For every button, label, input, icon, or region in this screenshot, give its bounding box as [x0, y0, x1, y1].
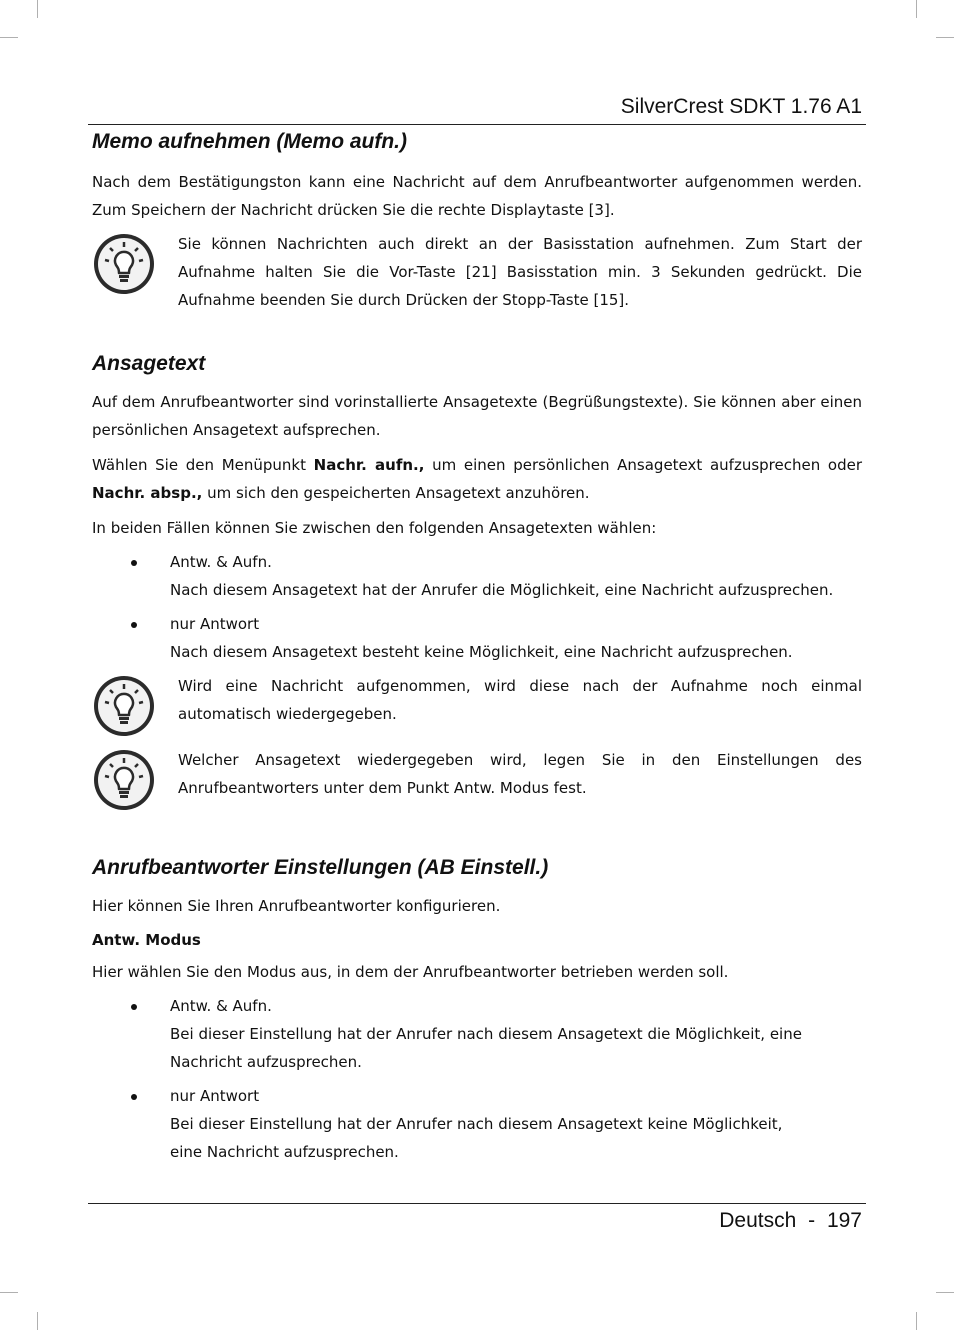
- subheading-antw-modus: Antw. Modus: [92, 931, 201, 949]
- page-number: 197: [826, 1209, 862, 1232]
- page-footer: [719, 1209, 862, 1233]
- tip-note-text: Wird eine Nachricht aufgenommen, wird diese nach der Aufnahme noch einmal automatisch wiedergegeben.: [178, 677, 862, 723]
- crop-mark: [37, 1312, 38, 1330]
- ab-einstellungen-paragraph: Hier können Sie Ihren Anrufbeantworter konfigurieren.: [92, 897, 501, 915]
- header-divider: [88, 124, 866, 125]
- bullet-dot: [131, 622, 137, 628]
- tip-note: [92, 230, 862, 314]
- crop-mark: [916, 0, 917, 18]
- bullet-dot: [131, 1094, 137, 1100]
- footer-separator: -: [808, 1209, 816, 1232]
- list-item-title: nur Antwort: [170, 1087, 260, 1105]
- tip-note-text: Welcher Ansagetext wiedergegeben wird, legen Sie in den Einstellungen des Anrufbeantworters unter dem Punkt Antw. Modus fest.: [178, 751, 862, 797]
- section-heading-memo: Memo aufnehmen (Memo aufn.): [92, 130, 408, 153]
- section-heading-ansagetext: Ansagetext: [92, 352, 206, 375]
- crop-mark: [936, 37, 954, 38]
- list-item: [92, 1082, 862, 1166]
- ansagetext-list: [92, 548, 862, 666]
- menu-term: Nachr. aufn.,: [313, 456, 425, 474]
- tip-note: [92, 672, 862, 738]
- crop-mark: [37, 0, 38, 18]
- text-fragment: um sich den gespeicherten Ansagetext anzuhören.: [202, 484, 590, 502]
- tip-note-text: Sie können Nachrichten auch direkt an der Basisstation aufnehmen. Zum Start der Aufnahme halten Sie die Vor-Taste [21] Basisstation min. 3 Sekunden gedrückt. Die Aufnahme beenden Sie durch Drücken der Stopp-Taste [15].: [178, 235, 862, 309]
- bullet-dot: [131, 1004, 137, 1010]
- memo-paragraph: Nach dem Bestätigungston kann eine Nachricht auf dem Anrufbeantworter aufgenommen werden. Zum Speichern der Nachricht drücken Sie die rechte Displaytaste [3].: [92, 173, 862, 219]
- lightbulb-icon: [92, 232, 156, 296]
- text-fragment: Wählen Sie den Menüpunkt: [92, 456, 314, 474]
- list-item-title: nur Antwort: [170, 615, 260, 633]
- lightbulb-icon: [92, 674, 156, 738]
- page-header-title: SilverCrest SDKT 1.76 A1: [620, 95, 862, 118]
- footer-language: Deutsch: [719, 1209, 797, 1232]
- crop-mark: [936, 1292, 954, 1293]
- list-item-text: Nach diesem Ansagetext besteht keine Möglichkeit, eine Nachricht aufzusprechen.: [170, 643, 793, 661]
- crop-mark: [0, 1292, 18, 1293]
- antw-modus-paragraph: Hier wählen Sie den Modus aus, in dem der Anrufbeantworter betrieben werden soll.: [92, 963, 729, 981]
- ansagetext-paragraph-3: In beiden Fällen können Sie zwischen den folgenden Ansagetexten wählen:: [92, 519, 657, 537]
- section-heading-ab-einstellungen: Anrufbeantworter Einstellungen (AB Einstell.): [92, 856, 549, 879]
- ansagetext-paragraph-1: Auf dem Anrufbeantworter sind vorinstallierte Ansagetexte (Begrüßungstexte). Sie können aber einen persönlichen Ansagetext aufsprechen.: [92, 393, 862, 439]
- bullet-dot: [131, 560, 137, 566]
- page-content: [92, 126, 862, 1172]
- crop-mark: [916, 1312, 917, 1330]
- list-item: [92, 610, 862, 666]
- list-item: [92, 548, 862, 604]
- list-item-text: Nach diesem Ansagetext hat der Anrufer die Möglichkeit, eine Nachricht aufzusprechen.: [170, 581, 834, 599]
- crop-mark: [0, 37, 18, 38]
- list-item-text: Bei dieser Einstellung hat der Anrufer nach diesem Ansagetext die Möglichkeit, eine Nachricht aufzusprechen.: [170, 1025, 802, 1071]
- list-item: [92, 992, 862, 1076]
- antw-modus-list: [92, 992, 862, 1166]
- list-item-title: Antw. & Aufn.: [170, 997, 272, 1015]
- ansagetext-paragraph-2: [92, 451, 862, 507]
- text-fragment: um einen persönlichen Ansagetext aufzusprechen oder: [424, 456, 862, 474]
- list-item-text: Bei dieser Einstellung hat der Anrufer nach diesem Ansagetext keine Möglichkeit, eine Nachricht aufzusprechen.: [170, 1115, 783, 1161]
- menu-term: Nachr. absp.,: [92, 484, 203, 502]
- footer-divider: [88, 1203, 866, 1204]
- tip-note: [92, 746, 862, 812]
- lightbulb-icon: [92, 748, 156, 812]
- list-item-title: Antw. & Aufn.: [170, 553, 272, 571]
